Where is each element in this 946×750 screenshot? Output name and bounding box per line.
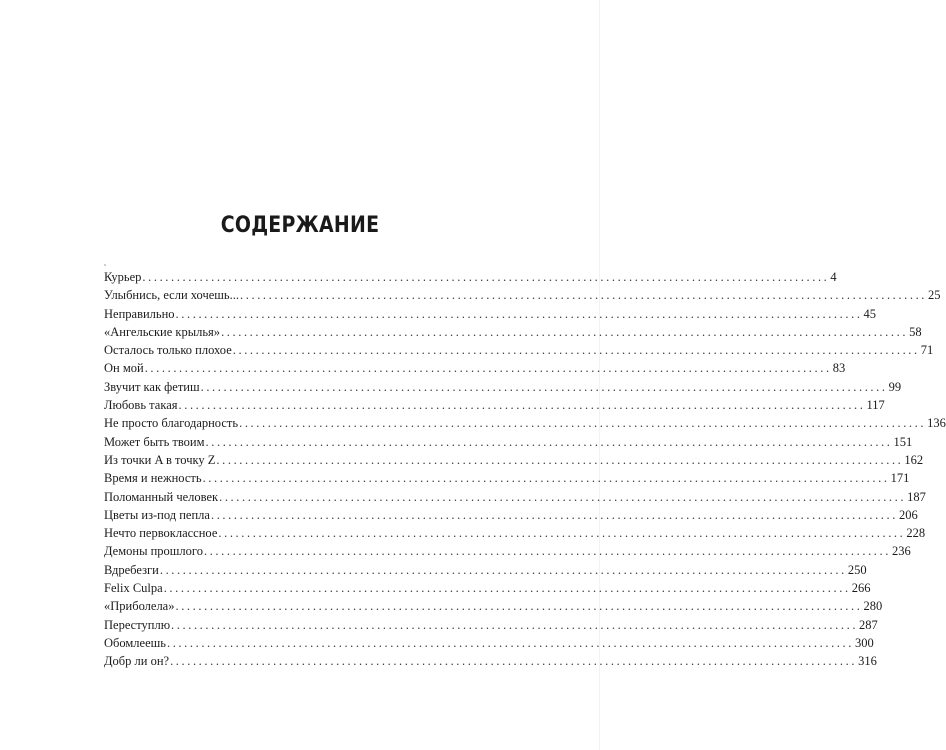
toc-entry-page-number: 45 (863, 306, 877, 321)
dot-leader: ........................................................................................................................ (240, 288, 928, 303)
toc-entry (104, 305, 877, 323)
toc-entry-page-number: 236 (891, 544, 911, 559)
toc-entry (104, 506, 918, 524)
toc-entry (104, 396, 885, 414)
toc-entry-page-number: 117 (866, 398, 885, 413)
dot-leader: ........................................................................................................................ (205, 434, 893, 449)
toc-entry-page-number: 300 (854, 635, 874, 650)
toc-entry (104, 433, 913, 451)
dot-leader: ........................................................................................................................ (175, 599, 863, 614)
toc-entry (104, 616, 878, 634)
toc-entry-title: Обомлеешь (104, 635, 166, 650)
toc-entry-page-number: 228 (906, 526, 926, 541)
toc-entry-page-number: 58 (909, 324, 922, 339)
toc-entry-page-number: 25 (928, 288, 941, 303)
toc-entry (104, 524, 926, 542)
toc-entry-title: Вдребезги (104, 562, 159, 577)
toc-entry-page-number: 136 (927, 416, 946, 431)
toc-entry-page-number: 316 (858, 654, 877, 669)
toc-entry (104, 341, 934, 359)
toc-entry (104, 451, 924, 469)
toc-entry-page-number: 99 (888, 379, 902, 394)
toc-entry-title: Нечто первоклассное (104, 526, 218, 541)
toc-entry-title: Неправильно (104, 306, 175, 321)
dot-leader: ........................................................................................................................ (216, 452, 904, 467)
toc-entry-title: Любовь такая (104, 398, 178, 413)
dot-leader: ........................................................................................................................ (163, 581, 851, 596)
toc-entry (104, 359, 846, 377)
dot-leader: ........................................................................................................................ (200, 379, 888, 394)
dot-leader: ........................................................................................................................ (142, 270, 830, 284)
toc-entry (104, 323, 922, 341)
dot-leader: ........................................................................................................................ (219, 489, 907, 504)
dot-leader: ........................................................................................................................ (159, 562, 847, 577)
toc-entry-title: Демоны прошлого (104, 544, 203, 559)
toc-entry-page-number: 250 (847, 562, 867, 577)
dot-leader: ........................................................................................................................ (239, 416, 927, 431)
toc-entry-title: Добр ли он? (104, 654, 170, 669)
toc-entry-page-number: 151 (893, 434, 913, 449)
toc-entry (104, 579, 871, 597)
toc-entry-page-number: 280 (863, 599, 883, 614)
toc-entry-page-number: 83 (832, 361, 846, 376)
toc-entry-title: Переступлю (104, 617, 171, 632)
toc-entry (104, 634, 874, 652)
toc-entry-title: Время и нежность (104, 471, 202, 486)
dot-leader: ........................................................................................................................ (203, 544, 891, 559)
dot-leader: ........................................................................................................................ (218, 526, 906, 541)
toc-entry (104, 378, 902, 396)
toc-entry (104, 542, 911, 560)
toc-entry-title: «Ангельские крылья» (104, 324, 221, 339)
toc-entry-title: «Приболела» (104, 599, 175, 614)
dot-leader: ........................................................................................................................ (144, 361, 832, 376)
toc-entry-title: Felix Culpa (104, 581, 163, 596)
toc-entry-page-number: 71 (920, 343, 934, 358)
toc-entry (104, 561, 867, 579)
toc-entry-title: Может быть твоим (104, 434, 205, 449)
page-title: СОДЕРЖАНИЕ (220, 213, 380, 238)
dot-leader: ........................................................................................................................ (166, 635, 854, 650)
toc-entry (104, 652, 877, 670)
toc-entry-page-number: 266 (851, 581, 871, 596)
dot-leader: ........................................................................................................................ (178, 398, 866, 413)
toc-entry (104, 488, 926, 506)
toc-entry (104, 469, 910, 487)
toc-entry-page-number: 206 (898, 507, 918, 522)
toc-entry-page-number: 187 (907, 489, 926, 504)
dot-leader: ........................................................................................................................ (202, 471, 890, 486)
dust-speck (104, 264, 106, 266)
toc-entry-title: Он мой (104, 361, 144, 376)
dot-leader: ........................................................................................................................ (170, 654, 858, 669)
dot-leader: ........................................................................................................................ (221, 324, 909, 339)
toc-entry-page-number: 4 (830, 270, 837, 284)
toc-entry-title: Звучит как фетиш (104, 379, 200, 394)
toc-entry (104, 597, 883, 615)
dot-leader: ........................................................................................................................ (175, 306, 863, 321)
toc-entry (104, 414, 946, 432)
toc-entry-page-number: 171 (890, 471, 910, 486)
toc-entry (104, 268, 837, 286)
toc-entry-title: Из точки A в точку Z (104, 452, 216, 467)
dot-leader: ........................................................................................................................ (232, 343, 920, 358)
toc-entry-title: Осталось только плохое (104, 343, 232, 358)
toc-entry-page-number: 287 (859, 617, 878, 632)
toc-entry-page-number: 162 (904, 452, 924, 467)
toc-entry-title: Поломанный человек (104, 489, 219, 504)
toc-entry-title: Не просто благодарность (104, 416, 239, 431)
toc-entry-title: Курьер (104, 270, 142, 284)
toc-entry-title: Улыбнись, если хочешь... (104, 288, 240, 303)
table-of-contents (104, 268, 946, 671)
dot-leader: ........................................................................................................................ (171, 617, 859, 632)
toc-entry (104, 286, 941, 304)
dot-leader: ........................................................................................................................ (210, 507, 898, 522)
toc-entry-title: Цветы из-под пепла (104, 507, 210, 522)
